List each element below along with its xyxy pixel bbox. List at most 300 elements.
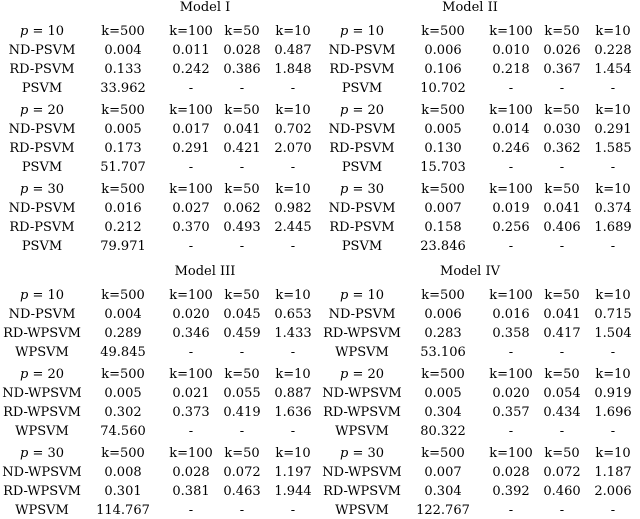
value-cell: 74.560	[100, 424, 146, 439]
p-value: = 20	[348, 367, 385, 382]
column-header: k=10	[275, 103, 311, 118]
method-label: RD-WPSVM	[3, 326, 81, 341]
table-row	[0, 386, 320, 402]
method-label: PSVM	[21, 160, 63, 175]
method-label: WPSVM	[15, 503, 69, 518]
p-value: = 20	[28, 367, 65, 382]
value-cell: 0.016	[492, 307, 530, 322]
value-cell: -	[290, 345, 296, 360]
value-cell: -	[559, 81, 565, 96]
value-cell: 33.962	[100, 81, 146, 96]
model-panel	[0, 0, 320, 254]
value-cell: -	[610, 424, 616, 439]
value-cell: 0.460	[543, 484, 581, 499]
column-header: k=500	[101, 288, 145, 303]
method-label: ND-WPSVM	[322, 465, 402, 480]
table-row	[0, 345, 320, 361]
value-cell: 0.019	[492, 201, 530, 216]
column-header: k=100	[489, 103, 533, 118]
value-cell: -	[559, 239, 565, 254]
table-header-row	[0, 367, 320, 383]
p-value: = 30	[348, 446, 385, 461]
value-cell: 0.004	[104, 43, 142, 58]
column-header: k=50	[224, 288, 260, 303]
value-cell: 0.419	[223, 405, 261, 420]
value-cell: 79.971	[100, 239, 146, 254]
column-header: k=10	[595, 446, 631, 461]
table-row	[0, 503, 320, 519]
value-cell: -	[610, 81, 616, 96]
table-row	[0, 62, 320, 78]
value-cell: -	[559, 503, 565, 518]
value-cell: -	[610, 160, 616, 175]
value-cell: 0.459	[223, 326, 261, 341]
method-label: RD-WPSVM	[323, 405, 401, 420]
p-variable: p	[339, 367, 349, 382]
value-cell: 53.106	[420, 345, 466, 360]
column-header: k=500	[101, 367, 145, 382]
method-label: WPSVM	[15, 424, 69, 439]
value-cell: 0.304	[424, 484, 462, 499]
value-cell: 0.982	[274, 201, 312, 216]
method-label: ND-PSVM	[8, 201, 76, 216]
column-header: k=50	[224, 103, 260, 118]
value-cell: 0.702	[274, 122, 312, 137]
p-label	[0, 103, 84, 119]
value-cell: -	[290, 424, 296, 439]
column-header: k=500	[421, 182, 465, 197]
table-row	[320, 484, 640, 500]
method-label: RD-PSVM	[9, 220, 75, 235]
value-cell: -	[508, 239, 514, 254]
method-label: RD-PSVM	[329, 62, 395, 77]
method-label: ND-WPSVM	[2, 465, 82, 480]
value-cell: 0.055	[223, 386, 261, 401]
value-cell: 0.362	[543, 141, 581, 156]
table-header-row	[320, 446, 640, 462]
value-cell: 0.173	[104, 141, 142, 156]
method-label: RD-WPSVM	[3, 405, 81, 420]
value-cell: 0.005	[424, 386, 462, 401]
column-header: k=100	[489, 288, 533, 303]
p-value: = 10	[348, 24, 385, 39]
value-cell: 0.027	[172, 201, 210, 216]
table-row	[0, 81, 320, 97]
value-cell: 1.848	[274, 62, 312, 77]
p-value: = 20	[348, 103, 385, 118]
value-cell: -	[559, 345, 565, 360]
table-row	[320, 239, 640, 255]
table-row	[0, 484, 320, 500]
column-header: k=100	[489, 24, 533, 39]
table-row	[0, 141, 320, 157]
table-row	[320, 345, 640, 361]
column-header: k=50	[224, 446, 260, 461]
method-label: PSVM	[21, 239, 63, 254]
value-cell: 1.689	[594, 220, 632, 235]
value-cell: 0.386	[223, 62, 261, 77]
method-label: PSVM	[341, 81, 383, 96]
value-cell: -	[610, 345, 616, 360]
p-label	[320, 446, 404, 462]
table-row	[0, 43, 320, 59]
column-header: k=50	[544, 446, 580, 461]
value-cell: 0.041	[543, 307, 581, 322]
value-cell: 0.289	[104, 326, 142, 341]
table-row	[320, 201, 640, 217]
value-cell: 0.006	[424, 43, 462, 58]
column-header: k=100	[169, 24, 213, 39]
p-label	[320, 182, 404, 198]
p-variable: p	[19, 24, 29, 39]
table-row	[320, 122, 640, 138]
column-header: k=10	[275, 288, 311, 303]
table-row	[320, 220, 640, 236]
method-label: ND-PSVM	[328, 122, 396, 137]
column-header: k=500	[101, 103, 145, 118]
value-cell: 0.417	[543, 326, 581, 341]
table-row	[320, 465, 640, 481]
table-row	[320, 405, 640, 421]
value-cell: 0.374	[594, 201, 632, 216]
p-variable: p	[19, 446, 29, 461]
value-cell: 0.010	[492, 43, 530, 58]
value-cell: 0.246	[492, 141, 530, 156]
column-header: k=50	[544, 103, 580, 118]
table-row	[320, 307, 640, 323]
column-header: k=50	[224, 367, 260, 382]
value-cell: 0.021	[172, 386, 210, 401]
value-cell: 51.707	[100, 160, 146, 175]
value-cell: 1.197	[274, 465, 312, 480]
column-header: k=10	[275, 182, 311, 197]
value-cell: 0.028	[172, 465, 210, 480]
method-label: RD-WPSVM	[323, 484, 401, 499]
value-cell: 0.487	[274, 43, 312, 58]
value-cell: 0.041	[543, 201, 581, 216]
value-cell: -	[290, 239, 296, 254]
method-label: ND-PSVM	[328, 43, 396, 58]
p-label	[320, 367, 404, 383]
value-cell: 0.020	[492, 386, 530, 401]
value-cell: 1.696	[594, 405, 632, 420]
value-cell: 0.919	[594, 386, 632, 401]
table-row	[320, 81, 640, 97]
table-row	[320, 386, 640, 402]
value-cell: 0.020	[172, 307, 210, 322]
table-row	[320, 326, 640, 342]
p-value: = 30	[28, 182, 65, 197]
value-cell: 0.045	[223, 307, 261, 322]
value-cell: 0.358	[492, 326, 530, 341]
value-cell: -	[239, 160, 245, 175]
column-header: k=500	[101, 182, 145, 197]
method-label: RD-PSVM	[329, 220, 395, 235]
table-row	[320, 160, 640, 176]
method-label: ND-PSVM	[328, 201, 396, 216]
value-cell: 0.463	[223, 484, 261, 499]
method-label: ND-WPSVM	[322, 386, 402, 401]
value-cell: 2.445	[274, 220, 312, 235]
p-value: = 30	[28, 446, 65, 461]
column-header: k=500	[421, 103, 465, 118]
table-row	[320, 62, 640, 78]
method-label: ND-PSVM	[8, 307, 76, 322]
value-cell: 15.703	[420, 160, 466, 175]
p-variable: p	[339, 288, 349, 303]
value-cell: 0.212	[104, 220, 142, 235]
table-row	[320, 424, 640, 440]
value-cell: 80.322	[420, 424, 466, 439]
column-header: k=10	[275, 446, 311, 461]
table-row	[320, 503, 640, 519]
value-cell: 0.381	[172, 484, 210, 499]
column-header: k=100	[169, 288, 213, 303]
column-header: k=500	[421, 24, 465, 39]
value-cell: 0.357	[492, 405, 530, 420]
value-cell: 0.367	[543, 62, 581, 77]
value-cell: 0.302	[104, 405, 142, 420]
value-cell: -	[188, 424, 194, 439]
method-label: WPSVM	[335, 345, 389, 360]
table-header-row	[0, 446, 320, 462]
model-title: Model III	[174, 264, 236, 279]
model-panel	[320, 0, 640, 254]
column-header: k=500	[101, 24, 145, 39]
value-cell: -	[188, 160, 194, 175]
value-cell: 0.030	[543, 122, 581, 137]
value-cell: 1.433	[274, 326, 312, 341]
value-cell: 0.133	[104, 62, 142, 77]
value-cell: 1.636	[274, 405, 312, 420]
p-label	[320, 103, 404, 119]
value-cell: 0.062	[223, 201, 261, 216]
column-header: k=100	[489, 446, 533, 461]
method-label: ND-PSVM	[328, 307, 396, 322]
value-cell: 0.304	[424, 405, 462, 420]
value-cell: 0.007	[424, 201, 462, 216]
value-cell: 49.845	[100, 345, 146, 360]
value-cell: 0.346	[172, 326, 210, 341]
value-cell: 0.130	[424, 141, 462, 156]
column-header: k=10	[595, 24, 631, 39]
value-cell: 0.014	[492, 122, 530, 137]
method-label: PSVM	[341, 239, 383, 254]
p-label	[0, 367, 84, 383]
p-variable: p	[339, 446, 349, 461]
p-value: = 20	[28, 103, 65, 118]
p-label	[0, 288, 84, 304]
value-cell: -	[239, 81, 245, 96]
column-header: k=100	[169, 446, 213, 461]
method-label: WPSVM	[335, 503, 389, 518]
value-cell: 0.283	[424, 326, 462, 341]
method-label: RD-WPSVM	[3, 484, 81, 499]
value-cell: -	[559, 160, 565, 175]
p-label	[0, 24, 84, 40]
value-cell: 0.370	[172, 220, 210, 235]
value-cell: -	[290, 160, 296, 175]
value-cell: 0.291	[172, 141, 210, 156]
value-cell: 0.006	[424, 307, 462, 322]
column-header: k=10	[595, 103, 631, 118]
value-cell: 0.028	[223, 43, 261, 58]
value-cell: 0.256	[492, 220, 530, 235]
model-title: Model IV	[440, 264, 500, 279]
value-cell: 10.702	[420, 81, 466, 96]
column-header: k=10	[595, 182, 631, 197]
p-variable: p	[339, 182, 349, 197]
p-variable: p	[339, 103, 349, 118]
value-cell: -	[188, 81, 194, 96]
column-header: k=10	[275, 24, 311, 39]
value-cell: 23.846	[420, 239, 466, 254]
method-label: WPSVM	[15, 345, 69, 360]
value-cell: 122.767	[416, 503, 470, 518]
value-cell: 0.434	[543, 405, 581, 420]
table-row	[0, 239, 320, 255]
value-cell: -	[239, 345, 245, 360]
value-cell: 0.887	[274, 386, 312, 401]
value-cell: 0.005	[104, 122, 142, 137]
value-cell: 0.041	[223, 122, 261, 137]
value-cell: 1.944	[274, 484, 312, 499]
value-cell: -	[610, 239, 616, 254]
value-cell: 0.026	[543, 43, 581, 58]
method-label: PSVM	[341, 160, 383, 175]
value-cell: -	[508, 503, 514, 518]
value-cell: -	[508, 160, 514, 175]
table-row	[0, 465, 320, 481]
value-cell: 0.291	[594, 122, 632, 137]
table-row	[0, 326, 320, 342]
value-cell: 1.585	[594, 141, 632, 156]
value-cell: 0.054	[543, 386, 581, 401]
column-header: k=500	[421, 367, 465, 382]
value-cell: -	[188, 239, 194, 254]
table-row	[0, 424, 320, 440]
table-row	[0, 307, 320, 323]
value-cell: 0.004	[104, 307, 142, 322]
p-value: = 10	[348, 288, 385, 303]
table-header-row	[320, 182, 640, 198]
value-cell: 114.767	[96, 503, 150, 518]
column-header: k=50	[544, 182, 580, 197]
value-cell: 0.005	[104, 386, 142, 401]
p-variable: p	[19, 182, 29, 197]
value-cell: 0.373	[172, 405, 210, 420]
table-row	[0, 122, 320, 138]
method-label: WPSVM	[335, 424, 389, 439]
table-header-row	[0, 103, 320, 119]
method-label: RD-WPSVM	[323, 326, 401, 341]
model-title: Model II	[442, 0, 498, 15]
value-cell: 1.454	[594, 62, 632, 77]
column-header: k=10	[595, 288, 631, 303]
value-cell: 0.028	[492, 465, 530, 480]
value-cell: 0.218	[492, 62, 530, 77]
table-header-row	[320, 367, 640, 383]
model-title: Model I	[179, 0, 231, 15]
column-header: k=50	[544, 288, 580, 303]
column-header: k=50	[544, 367, 580, 382]
method-label: ND-PSVM	[8, 122, 76, 137]
value-cell: 0.715	[594, 307, 632, 322]
value-cell: 0.016	[104, 201, 142, 216]
value-cell: 0.228	[594, 43, 632, 58]
value-cell: 0.421	[223, 141, 261, 156]
value-cell: 0.392	[492, 484, 530, 499]
column-header: k=50	[224, 24, 260, 39]
value-cell: 2.006	[594, 484, 632, 499]
p-label	[0, 446, 84, 462]
value-cell: -	[508, 81, 514, 96]
table-header-row	[320, 288, 640, 304]
method-label: ND-PSVM	[8, 43, 76, 58]
value-cell: 0.008	[104, 465, 142, 480]
value-cell: 0.493	[223, 220, 261, 235]
method-label: PSVM	[21, 81, 63, 96]
value-cell: 1.504	[594, 326, 632, 341]
table-row	[0, 201, 320, 217]
value-cell: -	[610, 503, 616, 518]
column-header: k=10	[595, 367, 631, 382]
value-cell: -	[508, 345, 514, 360]
value-cell: 0.106	[424, 62, 462, 77]
value-cell: -	[188, 503, 194, 518]
p-variable: p	[19, 288, 29, 303]
value-cell: -	[559, 424, 565, 439]
table-row	[0, 160, 320, 176]
table-header-row	[320, 24, 640, 40]
value-cell: 0.072	[223, 465, 261, 480]
table-header-row	[0, 182, 320, 198]
model-panel	[320, 264, 640, 518]
p-variable: p	[19, 103, 29, 118]
p-variable: p	[19, 367, 29, 382]
value-cell: 1.187	[594, 465, 632, 480]
value-cell: 0.242	[172, 62, 210, 77]
value-cell: 0.653	[274, 307, 312, 322]
p-value: = 10	[28, 288, 65, 303]
p-label	[0, 182, 84, 198]
table-row	[320, 141, 640, 157]
column-header: k=100	[169, 367, 213, 382]
table-header-row	[0, 288, 320, 304]
value-cell: -	[239, 424, 245, 439]
p-variable: p	[339, 24, 349, 39]
value-cell: 0.005	[424, 122, 462, 137]
column-header: k=50	[224, 182, 260, 197]
value-cell: 0.011	[172, 43, 210, 58]
value-cell: -	[239, 503, 245, 518]
method-label: RD-PSVM	[9, 141, 75, 156]
p-label	[320, 24, 404, 40]
value-cell: 0.406	[543, 220, 581, 235]
table-row	[0, 220, 320, 236]
value-cell: 0.158	[424, 220, 462, 235]
value-cell: -	[290, 81, 296, 96]
value-cell: -	[188, 345, 194, 360]
table-header-row	[0, 24, 320, 40]
value-cell: -	[239, 239, 245, 254]
column-header: k=50	[544, 24, 580, 39]
table-row	[0, 405, 320, 421]
value-cell: 0.017	[172, 122, 210, 137]
column-header: k=100	[169, 182, 213, 197]
value-cell: 0.072	[543, 465, 581, 480]
method-label: ND-WPSVM	[2, 386, 82, 401]
